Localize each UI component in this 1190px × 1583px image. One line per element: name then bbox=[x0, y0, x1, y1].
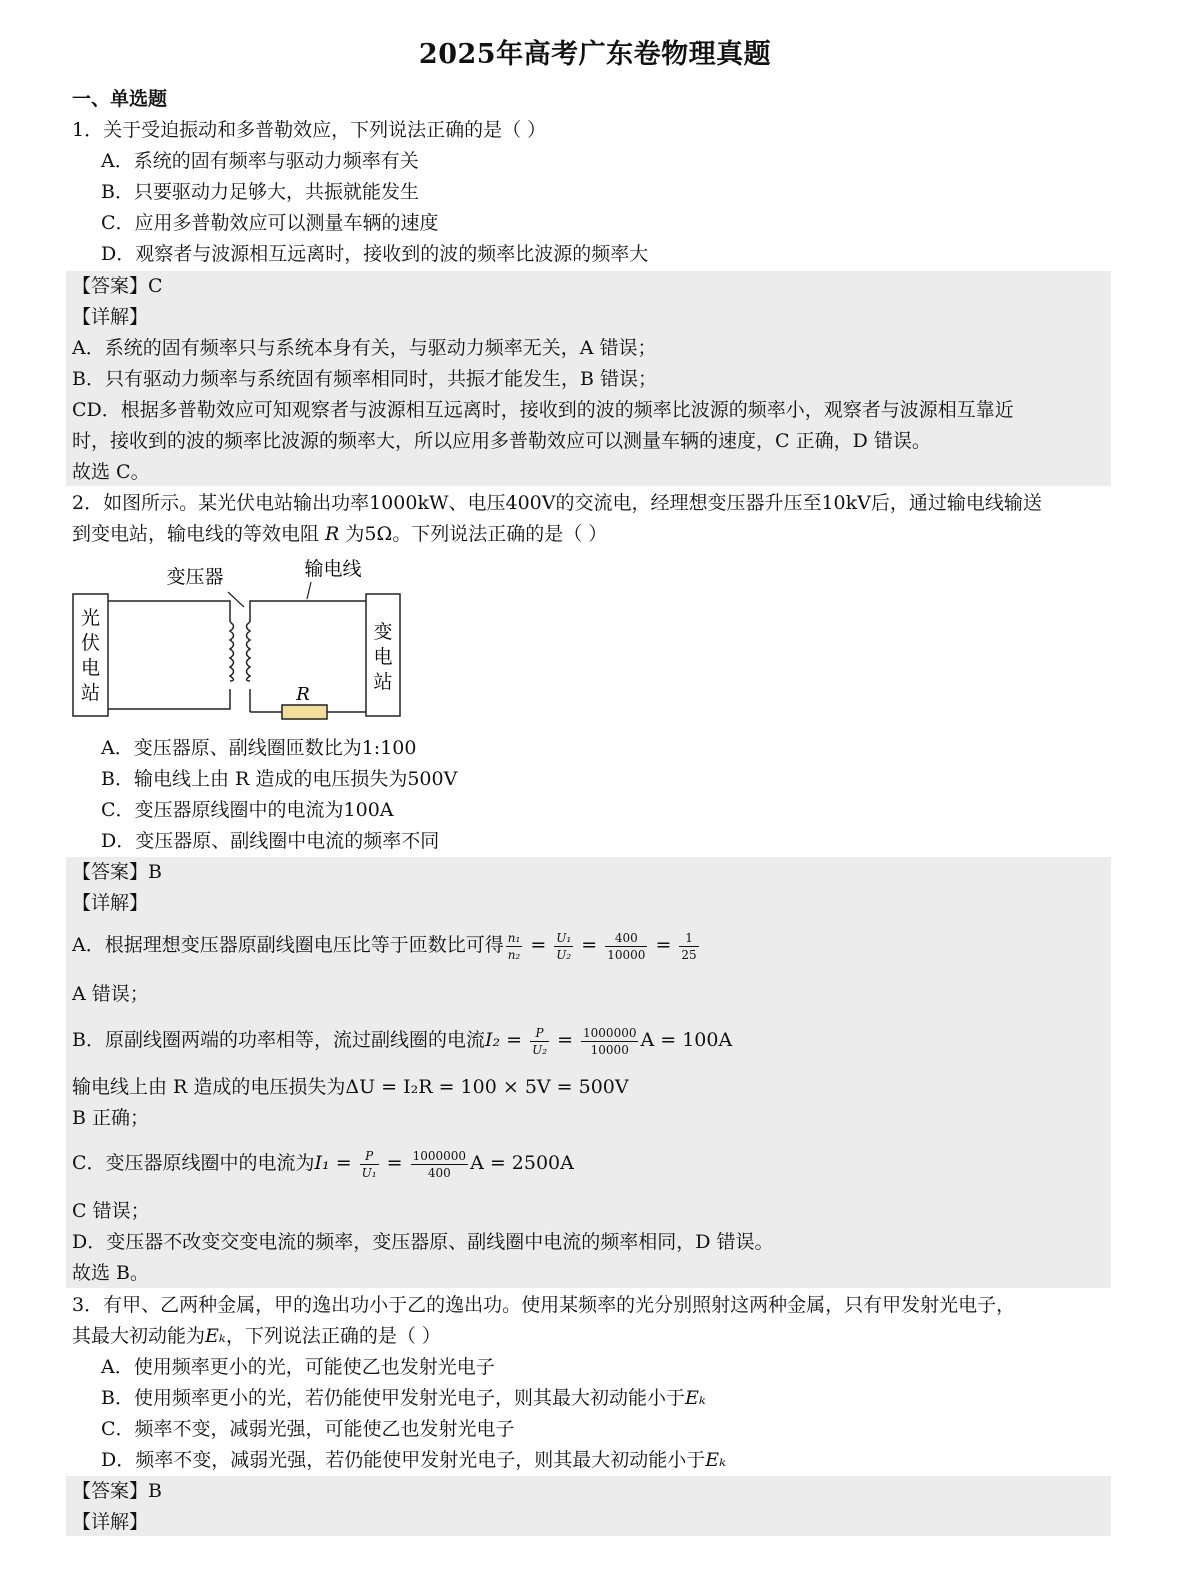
transformer-label: 变压器 bbox=[166, 566, 224, 588]
q2-detail-text: B．原副线圈两端的功率相等，流过副线圈的电流 bbox=[72, 1029, 485, 1051]
math-symbol: Eₖ bbox=[205, 1325, 226, 1347]
q2-detail-b-loss bbox=[72, 1072, 629, 1103]
q2-detail-text: C．变压器原线圈中的电流为 bbox=[72, 1152, 315, 1174]
q1-answer: 【答案】C bbox=[72, 275, 163, 297]
q2-option-d: D．变压器原、副线圈中电流的频率不同 bbox=[101, 830, 440, 852]
pv-station-label: 伏 bbox=[80, 632, 101, 654]
q2-detail-b: B．原副线圈两端的功率相等，流过副线圈的电流I₂ = $\frac{P}{\text{U₂}}$ = $\frac{1000000}{10000}$ A = 100A bbox=[72, 1025, 733, 1057]
q3-option-d bbox=[101, 1445, 726, 1476]
q2-option-a: A．变压器原、副线圈匝数比为1:100 bbox=[101, 737, 417, 759]
q2-option-c: C．变压器原线圈中的电流为100A bbox=[101, 799, 394, 821]
q2-stem-text: 到变电站，输电线的等效电阻 bbox=[72, 523, 326, 545]
q1-detail-line: 故选 C。 bbox=[72, 461, 150, 483]
q3-stem-line2 bbox=[72, 1321, 441, 1352]
math-symbol: I₁ bbox=[314, 1152, 330, 1174]
q3-stem-text: ，下列说法正确的是（ ） bbox=[225, 1325, 441, 1347]
math-result: A = 100A bbox=[640, 1029, 733, 1051]
q1-detail-label: 【详解】 bbox=[72, 306, 149, 328]
q1-option-b: B．只要驱动力足够大，共振就能发生 bbox=[101, 181, 419, 203]
q2-detail-text: A．根据理想变压器原副线圈电压比等于匝数比可得 bbox=[72, 934, 504, 956]
q2-stem-text: 为5Ω。下列说法正确的是（ ） bbox=[339, 523, 608, 545]
resistor-r bbox=[282, 705, 327, 719]
section-heading: 一、单选题 bbox=[72, 88, 168, 110]
math-expression: ΔU = I₂R = 100 × 5V = 500V bbox=[345, 1076, 629, 1098]
fraction: $\frac{P}{\text{U₂}}$ bbox=[532, 1025, 548, 1057]
q2-stem-r: R bbox=[325, 523, 340, 545]
q2-choose: 故选 B。 bbox=[72, 1262, 150, 1284]
math-symbol: Eₖ bbox=[705, 1449, 727, 1471]
fraction: $\frac{P}{\text{U₁}}$ bbox=[361, 1148, 377, 1180]
q2-detail-b-conclusion: B 正确； bbox=[72, 1107, 150, 1129]
q2-detail-c-conclusion: C 错误； bbox=[72, 1200, 150, 1222]
q1-option-d: D．观察者与波源相互远离时，接收到的波的频率比波源的频率大 bbox=[101, 243, 649, 265]
q2-detail-a: A．根据理想变压器原副线圈电压比等于匝数比可得 $\frac{\text{n₁}}{\text{n₂}}$ = $\frac{\text{U₁}}{\text{U₂}}$ = $\frac{400}{10000}$ = $\frac{1}{25}$ bbox=[72, 930, 697, 962]
q2-detail-label: 【详解】 bbox=[72, 892, 149, 914]
q2-detail-c: C．变压器原线圈中的电流为I₁ = $\frac{P}{\text{U₁}}$ = $\frac{1000000}{400}$ A = 2500A bbox=[72, 1148, 574, 1180]
resistor-label: R bbox=[296, 684, 310, 705]
q3-solution-box bbox=[66, 1476, 1111, 1536]
pv-station-label: 电 bbox=[80, 657, 101, 679]
substation-label: 电 bbox=[373, 646, 393, 668]
q2-stem-line2 bbox=[72, 519, 607, 550]
line-leader bbox=[307, 582, 311, 599]
pv-station-label: 站 bbox=[80, 682, 101, 704]
fraction: $\frac{400}{10000}$ bbox=[607, 930, 646, 962]
q1-stem: 1．关于受迫振动和多普勒效应，下列说法正确的是（ ） bbox=[72, 119, 547, 141]
fraction: $\frac{1000000}{400}$ bbox=[412, 1148, 467, 1180]
q3-option-text: D．频率不变，减弱光强，若仍能使甲发射光电子，则其最大初动能小于 bbox=[101, 1449, 706, 1471]
fraction: $\frac{1000000}{10000}$ bbox=[583, 1025, 637, 1057]
secondary-coil bbox=[247, 622, 251, 681]
q2-detail-d: D．变压器不改变交变电流的频率，变压器原、副线圈中电流的频率相同，D 错误。 bbox=[72, 1231, 774, 1253]
q2-detail-a-conclusion: A 错误； bbox=[72, 983, 149, 1005]
line-label: 输电线 bbox=[304, 558, 362, 580]
q3-detail-label: 【详解】 bbox=[72, 1511, 149, 1533]
q2-stem-line1: 2．如图所示。某光伏电站输出功率1000kW、电压400V的交流电，经理想变压器升压至10kV后，通过输电线输送 bbox=[72, 492, 1042, 514]
secondary-wire bbox=[250, 601, 366, 622]
math-symbol: Eₖ bbox=[684, 1387, 706, 1409]
q3-stem-line1: 3．有甲、乙两种金属，甲的逸出功小于乙的逸出功。使用某频率的光分别照射这两种金属，只有甲发射光电子， bbox=[72, 1294, 1016, 1316]
q1-detail-line: 时，接收到的波的频率比波源的频率大，所以应用多普勒效应可以测量车辆的速度，C 正确，D 错误。 bbox=[72, 430, 931, 452]
q3-option-c: C．频率不变，减弱光强，可能使乙也发射光电子 bbox=[101, 1418, 515, 1440]
primary-coil bbox=[230, 622, 234, 681]
q3-answer: 【答案】B bbox=[72, 1480, 162, 1502]
primary-wire bbox=[108, 601, 230, 622]
primary-wire bbox=[108, 689, 230, 709]
q2-answer: 【答案】B bbox=[72, 861, 162, 883]
q3-option-a: A．使用频率更小的光，可能使乙也发射光电子 bbox=[101, 1356, 495, 1378]
q3-stem-text: 其最大初动能为 bbox=[72, 1325, 206, 1347]
q3-option-b bbox=[101, 1383, 706, 1414]
q1-option-a: A．系统的固有频率与驱动力频率有关 bbox=[101, 150, 419, 172]
pv-station-label: 光 bbox=[80, 607, 101, 629]
q2-detail-text: 输电线上由 R 造成的电压损失为 bbox=[72, 1076, 346, 1098]
math-result: A = 2500A bbox=[470, 1152, 574, 1174]
math-symbol: I₂ bbox=[484, 1029, 501, 1051]
q1-detail-line: A．系统的固有频率只与系统本身有关，与驱动力频率无关，A 错误； bbox=[72, 337, 657, 359]
circuit-diagram bbox=[64, 552, 414, 724]
q2-option-b: B．输电线上由 R 造成的电压损失为500V bbox=[101, 768, 458, 790]
substation-label: 变 bbox=[373, 621, 393, 643]
fraction: $\frac{\text{n₁}}{\text{n₂}}$ bbox=[507, 930, 521, 962]
fraction: $\frac{\text{U₁}}{\text{U₂}}$ bbox=[556, 930, 572, 962]
q1-option-c: C．应用多普勒效应可以测量车辆的速度 bbox=[101, 212, 439, 234]
fraction: $\frac{1}{25}$ bbox=[681, 930, 697, 962]
q1-detail-line: B．只有驱动力频率与系统固有频率相同时，共振才能发生，B 错误； bbox=[72, 368, 657, 390]
substation-label: 站 bbox=[373, 671, 393, 693]
q3-option-text: B．使用频率更小的光，若仍能使甲发射光电子，则其最大初动能小于 bbox=[101, 1387, 685, 1409]
q1-detail-line: CD．根据多普勒效应可知观察者与波源相互远离时，接收到的波的频率比波源的频率小，观察者与波源相互靠近 bbox=[72, 399, 1014, 421]
page-title: 2025年高考广东卷物理真题 bbox=[418, 39, 772, 70]
